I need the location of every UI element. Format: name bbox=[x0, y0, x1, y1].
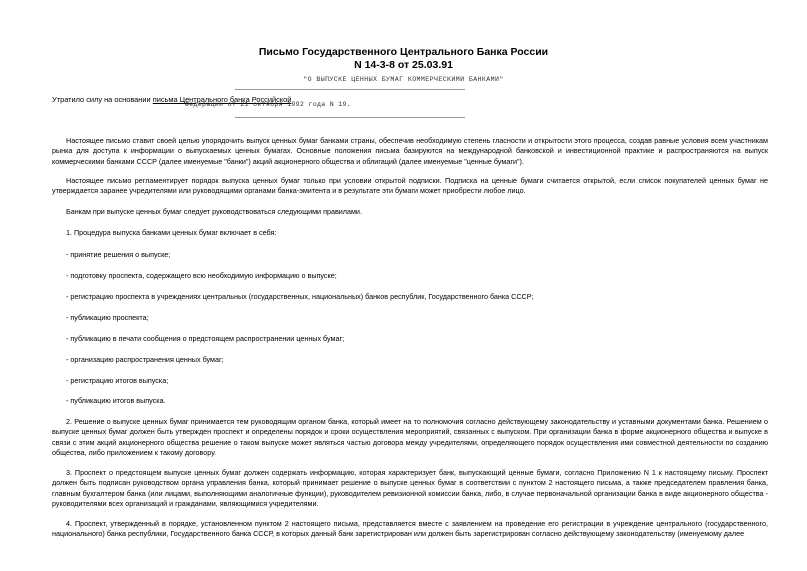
paragraph-text: 1. Процедура выпуска банками ценных бумаг включает в себя: bbox=[66, 228, 277, 237]
list-item-text: - организацию распространения ценных бумаг; bbox=[66, 355, 224, 364]
lost-force-link[interactable]: письма Центрального банка Российской bbox=[152, 95, 292, 104]
list-item bbox=[52, 292, 768, 302]
divider-bottom bbox=[235, 117, 465, 118]
list-item-text: - подготовку проспекта, содержащего всю необходимую информацию о выпуске; bbox=[66, 271, 337, 280]
paragraph-scope bbox=[52, 176, 768, 197]
list-item bbox=[52, 376, 768, 386]
list-item bbox=[52, 250, 768, 260]
list-item bbox=[52, 271, 768, 281]
document-title bbox=[0, 46, 807, 72]
lost-force-prefix: Утратило силу на основании bbox=[52, 95, 153, 104]
list-item bbox=[52, 334, 768, 344]
paragraph-text: 4. Проспект, утвержденный в порядке, установленном пунктом 2 настоящего письма, представляется вместе с заявлением на проведение его регистрации в учреждение центрального (государственного, национального) банка республики, Государственного банка СССР, в которых данный банк зарегистрирован или должен быть зарегистрирован согласно действующему законодательству (именуемому далее bbox=[52, 519, 768, 539]
lost-force-date: Федерации от 21 октября 1992 года N 19. bbox=[185, 101, 352, 108]
paragraph-text: Банкам при выпуске ценных бумаг следует руководствоваться следующими правилами. bbox=[66, 207, 362, 216]
paragraph-decision bbox=[52, 417, 768, 459]
list-item-text: - публикацию в печати сообщения о предстоящем распространении ценных бумаг; bbox=[66, 334, 345, 343]
paragraph-text: 3. Проспект о предстоящем выпуске ценных бумаг должен содержать информацию, которая характеризует банк, выпускающий ценные бумаги, согласно Приложению N 1 к настоящему письму. Проспект должен быть подписан руководством органа управления банка, который принимает решение о выпуске ценных бумаг в соответствии с пунктом 2 настоящего письма, а также председателем правления банка, главным бухгалтером банка (или лицами, выполняющими аналогичные функции), руководителем ревизионной комиссии банка, либо, в случае первоначальной организации банка в виде акционерного общества - руководителями всех организаций и гражданами, являющимися учредителями. bbox=[52, 468, 768, 509]
list-item-text: - публикацию итогов выпуска. bbox=[66, 396, 166, 405]
list-item-text: - принятие решения о выпуске; bbox=[66, 250, 171, 259]
paragraph-text: Настоящее письмо регламентирует порядок выпуска ценных бумаг только при условии открытой подписки. Подписка на ценные бумаги считается открытой, если список покупателей ценных бумаг не утверждается заранее учредителями или руководящими органами банка-эмитента и в результате эти бумаги может приобрести любое лицо. bbox=[52, 176, 768, 196]
list-item-text: - регистрацию проспекта в учреждениях центральных (государственных, национальных) банков республик, Государственного банка СССР; bbox=[66, 292, 534, 301]
title-line-2: N 14-3-8 от 25.03.91 bbox=[354, 59, 453, 71]
paragraph-text: Настоящее письмо ставит своей целью упорядочить выпуск ценных бумаг банками страны, обеспечив необходимую степень гласности и открытости этого процесса, создав равные условия всем участникам рынка для доступа к информации о выпускаемых ценных бумагах. Основные положения письма базируются на международной банковской и инвестиционной практике и распространяются на выпуск коммерческими банками СССР (далее именуемые "банки") акций акционерного общества и облигаций (далее именуемые "ценные бумаги"). bbox=[52, 136, 768, 166]
paragraph-intro bbox=[52, 136, 768, 167]
paragraph-text: 2. Решение о выпуске ценных бумаг принимается тем руководящим органом банка, который имеет на то полномочия согласно действующему законодательству и уставными документами банка. Решением о выпуске ценных бумаг должен быть утвержден проспект и определены порядок и сроки осуществления мероприятий, связанных с выпуском. При организации банка в форме акционерного общества и выпуске в связи с этим акций акционерного общества решение о таком выпуске может являться частью договора между учредителями, определяющего порядок осуществления ими совместной деятельности по созданию общества, либо приложением к такому договору. bbox=[52, 417, 768, 458]
paragraph-rules bbox=[52, 207, 768, 217]
paragraph-registration bbox=[52, 519, 768, 540]
paragraph-prospectus bbox=[52, 468, 768, 510]
list-item bbox=[52, 355, 768, 365]
list-item-text: - публикацию проспекта; bbox=[66, 313, 149, 322]
document-subject: "О ВЫПУСКЕ ЦЕННЫХ БУМАГ КОММЕРЧЕСКИМИ БАНКАМИ" bbox=[303, 76, 504, 83]
list-item bbox=[52, 396, 768, 406]
divider-top bbox=[235, 89, 465, 90]
list-item-text: - регистрацию итогов выпуска; bbox=[66, 376, 169, 385]
paragraph-procedure bbox=[52, 228, 768, 238]
title-line-1: Письмо Государственного Центрального Банка России bbox=[258, 46, 549, 58]
list-item bbox=[52, 313, 768, 323]
